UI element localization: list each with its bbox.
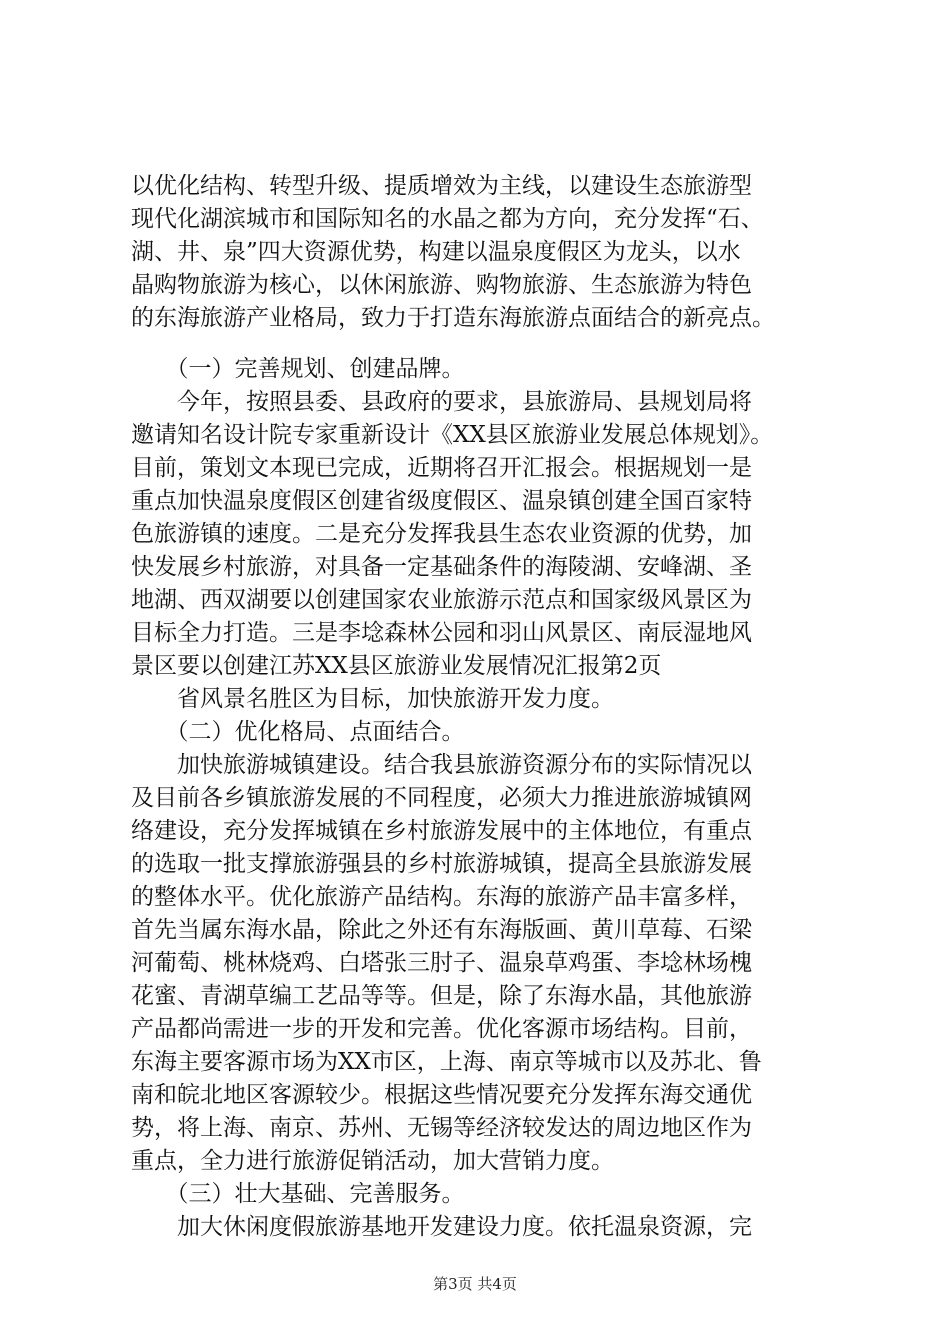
text-line: 加快旅游城镇建设。结合我县旅游资源分布的实际情况以	[131, 752, 752, 778]
text-line: 景区要以创建江苏XX县区旅游业发展情况汇报第2页	[131, 653, 662, 679]
text-line: 花蜜、青湖草编工艺品等等。但是，除了东海水晶，其他旅游	[131, 983, 752, 1009]
text-line: 今年，按照县委、县政府的要求，县旅游局、县规划局将	[131, 389, 752, 415]
text-line: 省风景名胜区为目标，加快旅游开发力度。	[131, 686, 614, 712]
text-line: 首先当属东海水晶，除此之外还有东海版画、黄川草莓、石梁	[131, 917, 752, 943]
section-heading-1: （一）完善规划、创建品牌。	[131, 356, 465, 382]
text-line: 的东海旅游产业格局，致力于打造东海旅游点面结合的新亮点。	[131, 305, 775, 331]
text-line: 的选取一批支撑旅游强县的乡村旅游城镇，提高全县旅游发展	[131, 851, 752, 877]
text-line: 势，将上海、南京、苏州、无锡等经济较发达的周边地区作为	[131, 1115, 752, 1141]
text-line: 河葡萄、桃林烧鸡、白塔张三肘子、温泉草鸡蛋、李埝林场槐	[131, 950, 752, 976]
text-line: 以优化结构、转型升级、提质增效为主线，以建设生态旅游型	[131, 173, 752, 199]
text-line: 重点，全力进行旅游促销活动，加大营销力度。	[131, 1148, 614, 1174]
page-footer: 第3页 共4页	[433, 1275, 517, 1293]
text-line: 的整体水平。优化旅游产品结构。东海的旅游产品丰富多样，	[131, 884, 752, 910]
text-line: 加大休闲度假旅游基地开发建设力度。依托温泉资源，完	[131, 1214, 752, 1240]
text-line: 目前，策划文本现已完成，近期将召开汇报会。根据规划一是	[131, 455, 752, 481]
text-line: 产品都尚需进一步的开发和完善。优化客源市场结构。目前，	[131, 1016, 752, 1042]
section-heading-2: （二）优化格局、点面结合。	[131, 719, 465, 745]
text-line: 色旅游镇的速度。二是充分发挥我县生态农业资源的优势，加	[131, 521, 752, 547]
text-line: 地湖、西双湖要以创建国家农业旅游示范点和国家级风景区为	[131, 587, 752, 613]
section-heading-3: （三）壮大基础、完善服务。	[131, 1181, 465, 1207]
text-line: 南和皖北地区客源较少。根据这些情况要充分发挥东海交通优	[131, 1082, 752, 1108]
text-line: 晶购物旅游为核心，以休闲旅游、购物旅游、生态旅游为特色	[131, 272, 752, 298]
text-line: 湖、井、泉”四大资源优势，构建以温泉度假区为龙头，以水	[131, 239, 741, 265]
document-body	[131, 170, 831, 1244]
text-line: 快发展乡村旅游，对具备一定基础条件的海陵湖、安峰湖、圣	[131, 554, 752, 580]
text-line: 现代化湖滨城市和国际知名的水晶之都为方向，充分发挥“石、	[131, 206, 764, 232]
text-line: 重点加快温泉度假区创建省级度假区、温泉镇创建全国百家特	[131, 488, 752, 514]
text-line: 络建设，充分发挥城镇在乡村旅游发展中的主体地位，有重点	[131, 818, 752, 844]
text-line: 邀请知名设计院专家重新设计《XX县区旅游业发展总体规划》。	[131, 422, 774, 448]
text-line: 目标全力打造。三是李埝森林公园和羽山风景区、南辰湿地风	[131, 620, 752, 646]
text-line: 及目前各乡镇旅游发展的不同程度，必须大力推进旅游城镇网	[131, 785, 752, 811]
text-line: 东海主要客源市场为XX市区，上海、南京等城市以及苏北、鲁	[131, 1049, 762, 1075]
